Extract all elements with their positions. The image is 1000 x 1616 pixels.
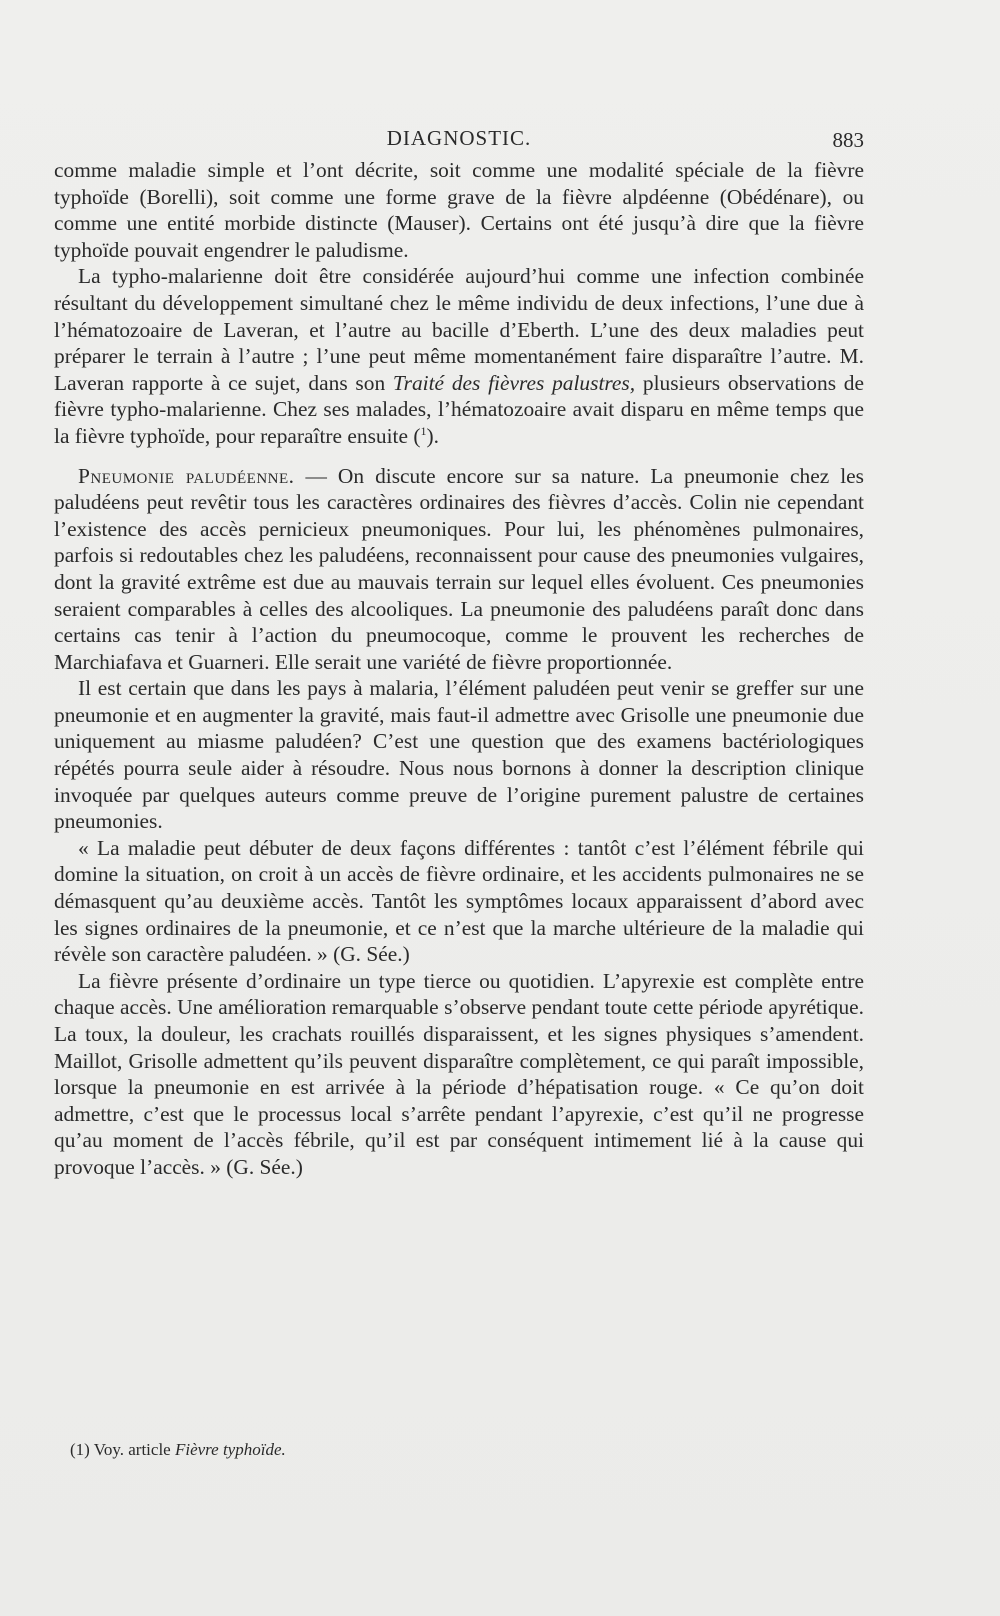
footnote-italic: Fièvre typhoïde. (174, 1440, 286, 1459)
paragraph-typho-malarienne (54, 263, 864, 449)
book-title-italic: Traité des fièvres palustres, (392, 370, 636, 395)
page-header (54, 126, 864, 154)
paragraph-text: — On discute encore sur sa nature. La pneumonie chez les paludéens peut revêtir tous les caractères ordinaires des fièvres d’accès. Colin nie cependant l’existence des accès pernicieux pneumoniques. Pour lui, les phénomènes pulmonaires, parfois si redoutables chez les paludéens, reconnaissent pour cause des pneumonies vulgaires, dont la gravité extrême est due au mauvais terrain sur lequel elles évoluent. Ces pneumonies seraient comparables à celles des alcooliques. La pneumonie des paludéens paraît donc dans certains cas tenir à l’action du pneumocoque, comme le prouvent les recherches de Marchiafava et Guarneri. Elle serait une variété de fièvre proportionnée. (54, 463, 864, 674)
footnote-marker: (1) (70, 1440, 90, 1459)
paragraph-fievre: La fièvre présente d’ordinaire un type tierce ou quotidien. L’apyrexie est complète entre chaque accès. Une amélioration remarquable s’observe pendant toute cette période apyrétique. La toux, la douleur, les crachats rouillés disparaissent, et les signes physiques s’amendent. Maillot, Grisolle admettent qu’ils peuvent disparaître complètement, ce qui paraît impossible, lorsque la pneumonie en est arrivée à la période d’hépatisation rouge. « Ce qu’on doit admettre, c’est que le processus local s’arrête pendant l’apyrexie, c’est qu’il ne progresse qu’au moment de l’accès fébrile, qu’il est par conséquent intimement lié à la cause qui provoque l’accès. » (G. Sée.) (54, 968, 864, 1179)
footnote-text: Voy. article (89, 1440, 175, 1459)
paragraph-close: ). (426, 423, 439, 448)
running-title: DIAGNOSTIC. (386, 126, 532, 150)
footnote-reference: 1 (420, 423, 427, 438)
paragraph-text-end: plusieurs observations de fièvre typho-malarienne. Chez ses malades, l’hématozoaire avait disparu en même temps que la fièvre typhoïde, pour reparaître ensuite ( (54, 370, 864, 448)
page-number: 883 (832, 128, 864, 152)
section-heading: Pneumonie paludéenne. (78, 463, 295, 488)
paragraph-text: La typho-malarienne doit être considérée aujourd’hui comme une infection combinée résultant du développement simultané chez le même individu de deux infections, l’une due à l’hématozoaire de Laveran, et l’autre au bacille d’Eberth. L’une des deux maladies peut préparer le terrain à l’autre ; l’une peut même momentanément faire disparaître l’autre. M. Laveran rapporte à ce sujet, dans son (54, 264, 864, 395)
paragraph-quote-debut: « La maladie peut débuter de deux façons différentes : tantôt c’est l’élément fébrile qui domine la situation, on croit à un accès de fièvre ordinaire, et les accidents pulmonaires ne se démasquent qu’au deuxième accès. Tantôt les symptômes locaux apparaissent d’abord avec les signes ordinaires de la pneumonie, et ce n’est que la marche ultérieure de la maladie qui révèle son caractère paludéen. » (G. Sée.) (54, 835, 864, 967)
paragraph-continuation: comme maladie simple et l’ont décrite, soit comme une modalité spéciale de la fièvre typhoïde (Borelli), soit comme une forme grave de la fièvre alpdéenne (Obédénare), ou comme une entité morbide distincte (Mauser). Certains ont été jusqu’à dire que la fièvre typhoïde pouvait engendrer le paludisme. (54, 158, 864, 262)
footnote (70, 1440, 286, 1460)
paragraph-pneumonie (54, 463, 864, 676)
paragraph-malaria: Il est certain que dans les pays à malaria, l’élément paludéen peut venir se greffer sur une pneumonie et en augmenter la gravité, mais faut-il admettre avec Grisolle une pneumonie due uniquement au miasme paludéen? C’est une question que des examens bactériologiques répétés pourra seule aider à résoudre. Nous nous bornons à donner la description clinique invoquée par quelques auteurs comme preuve de l’origine purement palustre de certaines pneumonies. (54, 676, 864, 834)
body-text (54, 157, 864, 1181)
